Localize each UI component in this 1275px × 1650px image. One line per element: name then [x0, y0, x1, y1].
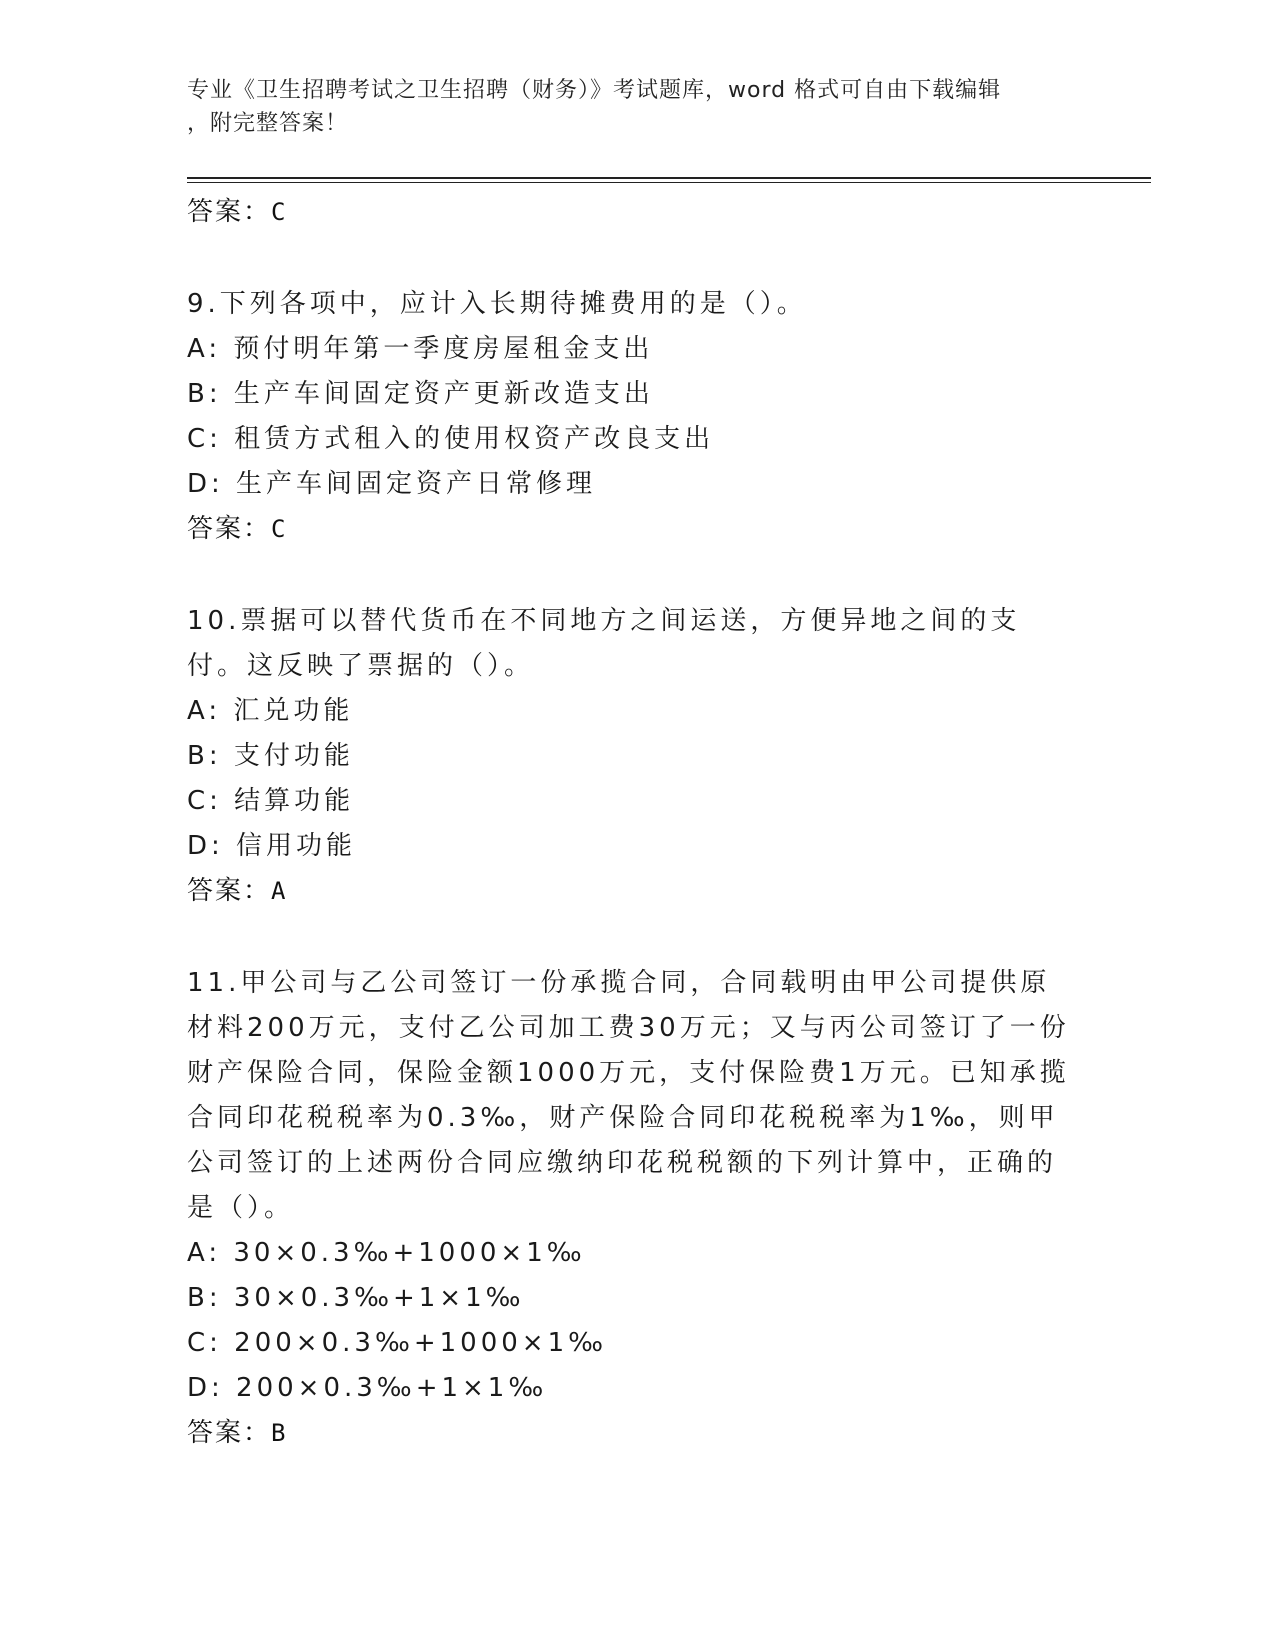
question-11 — [187, 961, 1077, 1455]
answer-prefix: 答案： — [187, 1418, 272, 1448]
answer-prefix: 答案： — [187, 514, 272, 544]
previous-answer — [187, 190, 1077, 234]
header-line-1: 专业《卫生招聘考试之卫生招聘（财务）》考试题库，word 格式可自由下载编辑 — [187, 78, 1002, 103]
option-a: A: 预付明年第一季度房屋租金支出 — [187, 334, 654, 364]
question-text: 10.票据可以替代货币在不同地方之间运送，方便异地之间的支付。这反映了票据的（）。 — [187, 606, 1021, 681]
question-answer — [187, 507, 1077, 551]
option-d: D: 生产车间固定资产日常修理 — [187, 469, 597, 499]
question-answer — [187, 869, 1077, 913]
answer-value: B — [271, 1419, 288, 1447]
option-b: B: 生产车间固定资产更新改造支出 — [187, 379, 654, 409]
question-answer — [187, 1411, 1077, 1455]
option-c: C: 租赁方式租入的使用权资产改良支出 — [187, 424, 715, 454]
document-header — [187, 74, 1067, 140]
question-9 — [187, 282, 1077, 551]
document-body — [187, 190, 1077, 1455]
option-d: D: 信用功能 — [187, 831, 357, 861]
option-a: A: 汇兑功能 — [187, 696, 354, 726]
option-a: A: 30×0.3‰+1000×1‰ — [187, 1238, 586, 1268]
header-divider-thin — [187, 182, 1151, 183]
option-b: B: 支付功能 — [187, 741, 354, 771]
header-line-2: ，附完整答案！ — [187, 111, 349, 136]
option-c: C: 200×0.3‰+1000×1‰ — [187, 1328, 607, 1358]
option-b: B: 30×0.3‰+1×1‰ — [187, 1283, 525, 1313]
question-10 — [187, 599, 1077, 913]
option-d: D: 200×0.3‰+1×1‰ — [187, 1373, 548, 1403]
answer-value: C — [271, 515, 288, 543]
answer-prefix: 答案： — [187, 876, 272, 906]
question-text: 11.甲公司与乙公司签订一份承揽合同，合同载明由甲公司提供原材料200万元，支付乙公司加工费30万元；又与丙公司签订了一份财产保险合同，保险金额1000万元，支付保险费1万元。已知承揽合同印花税税率为0.3‰，财产保险合同印花税税率为1‰，则甲公司签订的上述两份合同应缴纳印花税税额的下列计算中，正确的是（）。 — [187, 968, 1070, 1223]
option-c: C: 结算功能 — [187, 786, 355, 816]
answer-prefix: 答案： — [187, 197, 272, 227]
answer-value: C — [271, 198, 288, 226]
answer-value: A — [271, 877, 288, 905]
question-text: 9.下列各项中，应计入长期待摊费用的是（）。 — [187, 289, 807, 319]
header-divider-thick — [187, 177, 1151, 179]
